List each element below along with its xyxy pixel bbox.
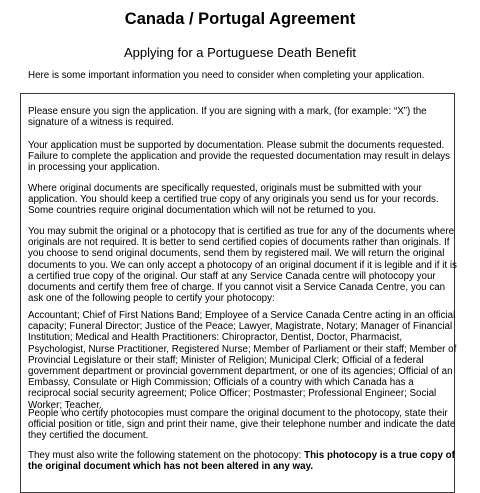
statement-bold: This photocopy is a true copy of the original document which has not been altered in any way. (28, 450, 455, 473)
paragraph-documentation: Your application must be supported by documentation. Please submit the documents requested. Failure to complete the application and provide the requested documentation may result in delays in processing your application. (28, 140, 451, 174)
document-title: Canada / Portugal Agreement (124, 10, 356, 28)
paragraph-photocopy: You may submit the original or a photocopy that is certified as true for any of the documents where originals are not required. It is better to send certified copies of documents rather than originals. If you choose to send original documents, send them by registered mail. We will return the original documents to you. We can only accept a photocopy of an original document if it is legible and if it is a certified true copy of the original. Our staff at any Service Canada centre will photocopy your documents and certify them free of charge. If you cannot visit a Service Canada Centre, you can ask one of the following people to certify your photocopy: (28, 226, 457, 305)
paragraph-statement (28, 450, 458, 472)
statement-intro: They must also write the following statement on the photocopy: (28, 450, 305, 461)
paragraph-certification-requirements: People who certify photocopies must compare the original document to the photocopy, state their official position or title, sign and print their name, give their telephone number and indicate the date they certified the document. (28, 408, 456, 442)
paragraph-originals: Where original documents are specifically requested, originals must be submitted with your application. You should keep a certified true copy of any originals you send us for your records. Some countries require original documentation which will not be returned to you. (28, 183, 439, 217)
paragraph-signature: Please ensure you sign the application. If you are signing with a mark, (for example: “X”) the signature of a witness is required. (28, 106, 427, 129)
document-subtitle: Applying for a Portuguese Death Benefit (124, 45, 356, 60)
paragraph-certifiers-list: Accountant; Chief of First Nations Band; Employee of a Service Canada Centre acting in an official capacity; Funeral Director; Justice of the Peace; Lawyer, Magistrate, Notary; Manager of Financial Institution; Medical and Health Practitioners: Chiropractor, Dentist, Doctor, Pharmacist, Psychologist, Nurse Practitioner, Registered Nurse; Member of Parliament or their staff; Member of Provincial Legislature or their staff; Minister of Religion; Municipal Clerk; Official of a federal government department or provincial government department, or one of its agencies; Official of an Embassy, Consulate or High Commission; Officials of a country with which Canada has a reciprocal social security agreement; Police Officer; Postmaster; Professional Engineer; Social Worker; Teacher. (28, 310, 457, 411)
intro-text: Here is some important information you need to consider when completing your application. (28, 70, 425, 81)
